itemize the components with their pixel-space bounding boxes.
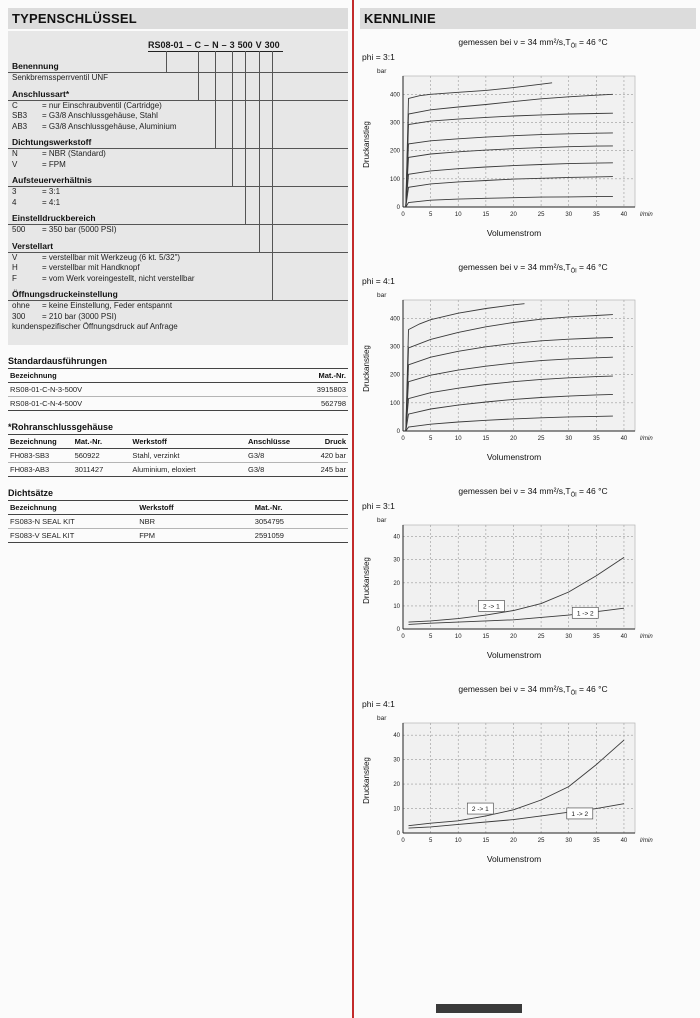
type-key-row [8, 73, 348, 84]
phi-ratio-label: phi = 4:1 [362, 276, 395, 287]
x-axis-label: Volumenstrom [486, 227, 542, 238]
phi-ratio-label: phi = 4:1 [362, 698, 395, 709]
code-token: RS08-01 [148, 40, 184, 50]
left-tables [8, 356, 348, 543]
type-key-code: V [12, 159, 18, 169]
svg-text:0: 0 [401, 634, 405, 641]
svg-text:l/min: l/min [640, 436, 653, 443]
svg-text:10: 10 [393, 603, 400, 610]
svg-text:20: 20 [510, 634, 517, 641]
chart-plot [373, 513, 675, 647]
caption-text: gemessen bei ν = 34 mm²/s,T [458, 684, 571, 695]
table-row [8, 514, 348, 528]
code-connector-line [245, 51, 246, 224]
table-title: Dichtsätze [8, 487, 54, 498]
svg-text:15: 15 [482, 436, 490, 443]
chart-row [360, 64, 696, 225]
type-key-desc: = 3:1 [42, 187, 61, 196]
y-axis-label [360, 120, 373, 168]
table-cell: FS083-V SEAL KIT [8, 528, 137, 542]
svg-text:30: 30 [565, 634, 573, 641]
code-token: C [194, 40, 202, 50]
svg-text:l/min: l/min [640, 634, 653, 641]
type-key-row [8, 111, 348, 122]
type-key-code: 3 [12, 187, 17, 196]
svg-text:25: 25 [537, 634, 545, 641]
type-key-row [8, 301, 348, 312]
table-cell: 3054795 [253, 514, 348, 528]
svg-text:5: 5 [428, 211, 433, 218]
table-block [8, 422, 348, 477]
type-key-desc: = G3/8 Anschlussgehäuse, Stahl [42, 111, 158, 120]
svg-text:30: 30 [393, 557, 400, 564]
type-key-code: F [12, 273, 17, 283]
type-key-row [8, 149, 348, 160]
table-block [8, 488, 348, 543]
svg-text:0: 0 [401, 211, 405, 218]
chart-caption [360, 37, 696, 50]
table-cell: FS083-N SEAL KIT [8, 514, 137, 528]
column-header: Bezeichnung [8, 368, 253, 382]
type-key-desc: = 4:1 [42, 197, 61, 207]
type-key-desc: = FPM [42, 159, 66, 169]
table-row [8, 382, 348, 396]
svg-text:10: 10 [454, 634, 462, 641]
type-key-section-header: Aufsteuerverhältnis [8, 174, 348, 187]
svg-text:100: 100 [389, 401, 400, 408]
svg-text:30: 30 [393, 757, 400, 764]
chart-block [360, 262, 696, 463]
svg-text:35: 35 [592, 436, 600, 443]
svg-text:40: 40 [393, 534, 400, 541]
svg-text:300: 300 [389, 120, 400, 127]
svg-text:20: 20 [510, 837, 517, 844]
chart-row [360, 288, 696, 449]
column-header: Mat.-Nr. [73, 434, 131, 448]
table-cell: 560922 [73, 448, 131, 462]
type-key-section [8, 212, 348, 236]
svg-text:35: 35 [592, 634, 600, 641]
table-header-row [8, 368, 348, 382]
svg-text:400: 400 [389, 91, 400, 98]
type-key-panel [8, 31, 348, 345]
svg-text:40: 40 [620, 634, 628, 641]
right-column [360, 8, 696, 888]
svg-text:5: 5 [428, 436, 433, 443]
type-key-desc: = vom Werk voreingestellt, nicht verstellbar [42, 273, 195, 283]
data-table [8, 434, 348, 477]
type-key-desc: = nur Einschraubventil (Cartridge) [42, 100, 162, 110]
chart-caption [360, 684, 696, 697]
chart-caption [360, 262, 696, 275]
data-table [8, 500, 348, 543]
svg-text:400: 400 [389, 316, 400, 323]
type-key-desc: kundenspezifischer Öffnungsdruck auf Anfrage [12, 322, 178, 331]
svg-text:5: 5 [428, 837, 433, 844]
svg-text:300: 300 [389, 344, 400, 351]
chart-plot [373, 64, 675, 225]
type-key-desc: = verstellbar mit Handknopf [42, 263, 140, 272]
type-key-row [8, 225, 348, 236]
y-axis-label-text: Druckanstieg [362, 345, 371, 393]
svg-text:20: 20 [393, 580, 400, 587]
svg-text:30: 30 [565, 211, 573, 218]
table-cell: Stahl, verzinkt [130, 448, 246, 462]
svg-text:1 -> 2: 1 -> 2 [571, 810, 589, 818]
caption-text: = 46 °C [576, 37, 608, 47]
type-key-desc: = verstellbar mit Werkzeug (6 kt. 5/32") [42, 252, 181, 262]
y-axis-label [360, 556, 373, 604]
column-header: Bezeichnung [8, 434, 73, 448]
type-key-section [8, 174, 348, 208]
code-token: N [212, 40, 219, 50]
type-key-section-header: Anschlussart* [8, 88, 348, 101]
svg-text:25: 25 [537, 436, 545, 443]
code-token: 300 [264, 40, 280, 50]
code-token: – [221, 40, 227, 50]
code-token: 3 [229, 40, 235, 50]
type-key-row [8, 312, 348, 323]
chart-plot [373, 288, 675, 449]
svg-text:0: 0 [401, 837, 405, 844]
code-token: V [255, 40, 262, 50]
table-cell: FH083-AB3 [8, 462, 73, 476]
svg-text:bar: bar [377, 67, 387, 75]
caption-subscript: Öl [570, 690, 577, 697]
chart-caption [360, 486, 696, 499]
section-title-typenschluessel: TYPENSCHLÜSSEL [8, 8, 348, 29]
type-key-row [8, 187, 348, 198]
type-key-desc: = NBR (Standard) [42, 149, 106, 158]
type-key-code: V [12, 252, 18, 262]
code-token: 500 [237, 40, 253, 50]
table-cell: G3/8 [246, 462, 304, 476]
column-header: Werkstoff [130, 434, 246, 448]
svg-text:15: 15 [482, 634, 490, 641]
svg-text:40: 40 [620, 436, 628, 443]
svg-text:1 -> 2: 1 -> 2 [576, 610, 594, 618]
svg-text:0: 0 [396, 627, 400, 634]
svg-text:l/min: l/min [640, 211, 653, 218]
x-axis-label: Volumenstrom [486, 452, 542, 463]
type-key-code: 500 [12, 225, 26, 234]
code-connector-line [232, 51, 233, 186]
type-key-desc: = G3/8 Anschlussgehäuse, Aluminium [42, 121, 177, 131]
charts [360, 37, 696, 864]
type-key-row [8, 253, 348, 264]
column-header: Druck [304, 434, 348, 448]
svg-text:10: 10 [393, 806, 400, 813]
svg-text:0: 0 [401, 436, 405, 443]
type-key-section-header: Öffnungsdruckeinstellung [8, 288, 348, 301]
y-axis-label [360, 757, 373, 805]
table-cell: RS08-01-C-N-3-500V [8, 382, 253, 396]
caption-subscript: Öl [570, 493, 577, 500]
table-block [8, 356, 348, 411]
table-row [8, 462, 348, 476]
phi-ratio-label: phi = 3:1 [362, 51, 395, 62]
svg-text:30: 30 [565, 436, 573, 443]
type-key-section [8, 240, 348, 285]
table-cell: G3/8 [246, 448, 304, 462]
type-key-code: H [12, 263, 18, 272]
svg-text:10: 10 [454, 436, 462, 443]
code-token: – [186, 40, 192, 50]
table-cell: 245 bar [304, 462, 348, 476]
code-connector-line [272, 51, 273, 300]
svg-text:40: 40 [620, 211, 628, 218]
type-key-row [8, 122, 348, 133]
type-key-section [8, 88, 348, 133]
data-table [8, 368, 348, 411]
svg-text:0: 0 [396, 830, 400, 837]
column-divider [352, 0, 354, 1018]
table-cell: FH083-SB3 [8, 448, 73, 462]
table-title: Standardausführungen [8, 355, 108, 366]
svg-text:10: 10 [454, 211, 462, 218]
type-key-section-header: Dichtungswerkstoff [8, 136, 348, 149]
table-row [8, 448, 348, 462]
type-key-row [8, 263, 348, 274]
svg-text:2 -> 1: 2 -> 1 [482, 603, 500, 611]
type-key-code: N [12, 149, 18, 158]
y-axis-label-text: Druckanstieg [362, 120, 371, 168]
type-key-code: AB3 [12, 121, 28, 131]
caption-subscript: Öl [570, 43, 577, 50]
svg-text:35: 35 [592, 837, 600, 844]
column-header: Anschlüsse [246, 434, 304, 448]
type-key-section-header: Einstelldruckbereich [8, 212, 348, 225]
chart-row [360, 711, 696, 851]
caption-text: gemessen bei ν = 34 mm²/s,T [458, 486, 571, 497]
type-key-section-header: Benennung [8, 60, 348, 73]
svg-text:10: 10 [454, 837, 462, 844]
type-key-code: 4 [12, 197, 17, 207]
svg-text:20: 20 [510, 436, 517, 443]
table-header-row [8, 500, 348, 514]
chart-plot [373, 711, 675, 851]
code-connector-line [166, 51, 167, 72]
type-key-desc: = 210 bar (3000 PSI) [42, 311, 117, 321]
type-key-section [8, 136, 348, 170]
table-row [8, 528, 348, 542]
y-axis-label [360, 345, 373, 393]
footer-mark [436, 1004, 522, 1013]
type-key-desc: Senkbremssperrventil UNF [12, 73, 109, 82]
caption-text: gemessen bei ν = 34 mm²/s,T [458, 37, 571, 47]
svg-text:30: 30 [565, 837, 573, 844]
column-header: Werkstoff [137, 500, 253, 514]
svg-text:20: 20 [393, 781, 400, 788]
chart-block [360, 684, 696, 864]
table-cell: Aluminium, eloxiert [130, 462, 246, 476]
svg-text:0: 0 [396, 429, 400, 436]
chart-row [360, 513, 696, 647]
type-key-code: SB3 [12, 111, 28, 120]
svg-text:40: 40 [393, 732, 400, 739]
table-cell: 562798 [253, 396, 348, 410]
table-cell: FPM [137, 528, 253, 542]
type-key-desc: = 350 bar (5000 PSI) [42, 225, 117, 234]
table-header-row [8, 434, 348, 448]
section-title-kennlinie: KENNLINIE [360, 8, 696, 29]
svg-text:0: 0 [396, 204, 400, 211]
type-key-desc: = keine Einstellung, Feder entspannt [42, 301, 173, 310]
svg-text:2 -> 1: 2 -> 1 [471, 805, 489, 813]
table-cell: 3011427 [73, 462, 131, 476]
svg-text:100: 100 [389, 176, 400, 183]
table-cell: RS08-01-C-N-4-500V [8, 396, 253, 410]
type-key-code: 300 [12, 311, 26, 321]
code-token: – [204, 40, 210, 50]
svg-text:bar: bar [377, 292, 387, 300]
type-key-row [8, 101, 348, 112]
left-column [8, 8, 348, 543]
x-axis-label: Volumenstrom [486, 650, 542, 661]
svg-text:l/min: l/min [640, 837, 653, 844]
caption-subscript: Öl [570, 268, 577, 275]
caption-text: = 46 °C [576, 486, 608, 497]
type-key-section [8, 60, 348, 84]
type-key-row [8, 198, 348, 209]
code-connector-line [198, 51, 199, 100]
column-header: Mat.-Nr. [253, 368, 348, 382]
table-row [8, 396, 348, 410]
svg-text:40: 40 [620, 837, 628, 844]
type-key-code: C [12, 100, 18, 110]
type-key-row [8, 160, 348, 171]
svg-text:15: 15 [482, 837, 490, 844]
caption-text: = 46 °C [576, 261, 608, 272]
type-key-section-header: Verstellart [8, 240, 348, 253]
chart-block [360, 486, 696, 660]
svg-text:20: 20 [510, 211, 517, 218]
code-connector-line [215, 51, 216, 148]
column-header: Mat.-Nr. [253, 500, 348, 514]
type-key-section [8, 288, 348, 333]
phi-ratio-label: phi = 3:1 [362, 501, 395, 512]
caption-text: = 46 °C [576, 684, 608, 695]
type-key-row [8, 322, 348, 333]
type-key-row [8, 274, 348, 285]
code-connector-line [259, 51, 260, 252]
svg-text:15: 15 [482, 211, 490, 218]
caption-text: gemessen bei ν = 34 mm²/s,T [458, 261, 571, 272]
y-axis-label-text: Druckanstieg [362, 757, 371, 805]
y-axis-label-text: Druckanstieg [362, 556, 371, 604]
table-cell: 3915803 [253, 382, 348, 396]
column-header: Bezeichnung [8, 500, 137, 514]
svg-text:200: 200 [389, 373, 400, 380]
table-cell: 420 bar [304, 448, 348, 462]
table-title: *Rohranschlussgehäuse [8, 421, 114, 432]
table-cell: NBR [137, 514, 253, 528]
chart-block [360, 37, 696, 238]
table-cell: 2591059 [253, 528, 348, 542]
svg-text:25: 25 [537, 837, 545, 844]
type-key-code: ohne [12, 301, 30, 310]
svg-text:bar: bar [377, 714, 387, 722]
svg-text:25: 25 [537, 211, 545, 218]
type-key-sections [8, 60, 348, 333]
svg-text:200: 200 [389, 148, 400, 155]
svg-text:bar: bar [377, 517, 387, 525]
svg-text:35: 35 [592, 211, 600, 218]
x-axis-label: Volumenstrom [486, 853, 542, 864]
svg-text:5: 5 [428, 634, 433, 641]
